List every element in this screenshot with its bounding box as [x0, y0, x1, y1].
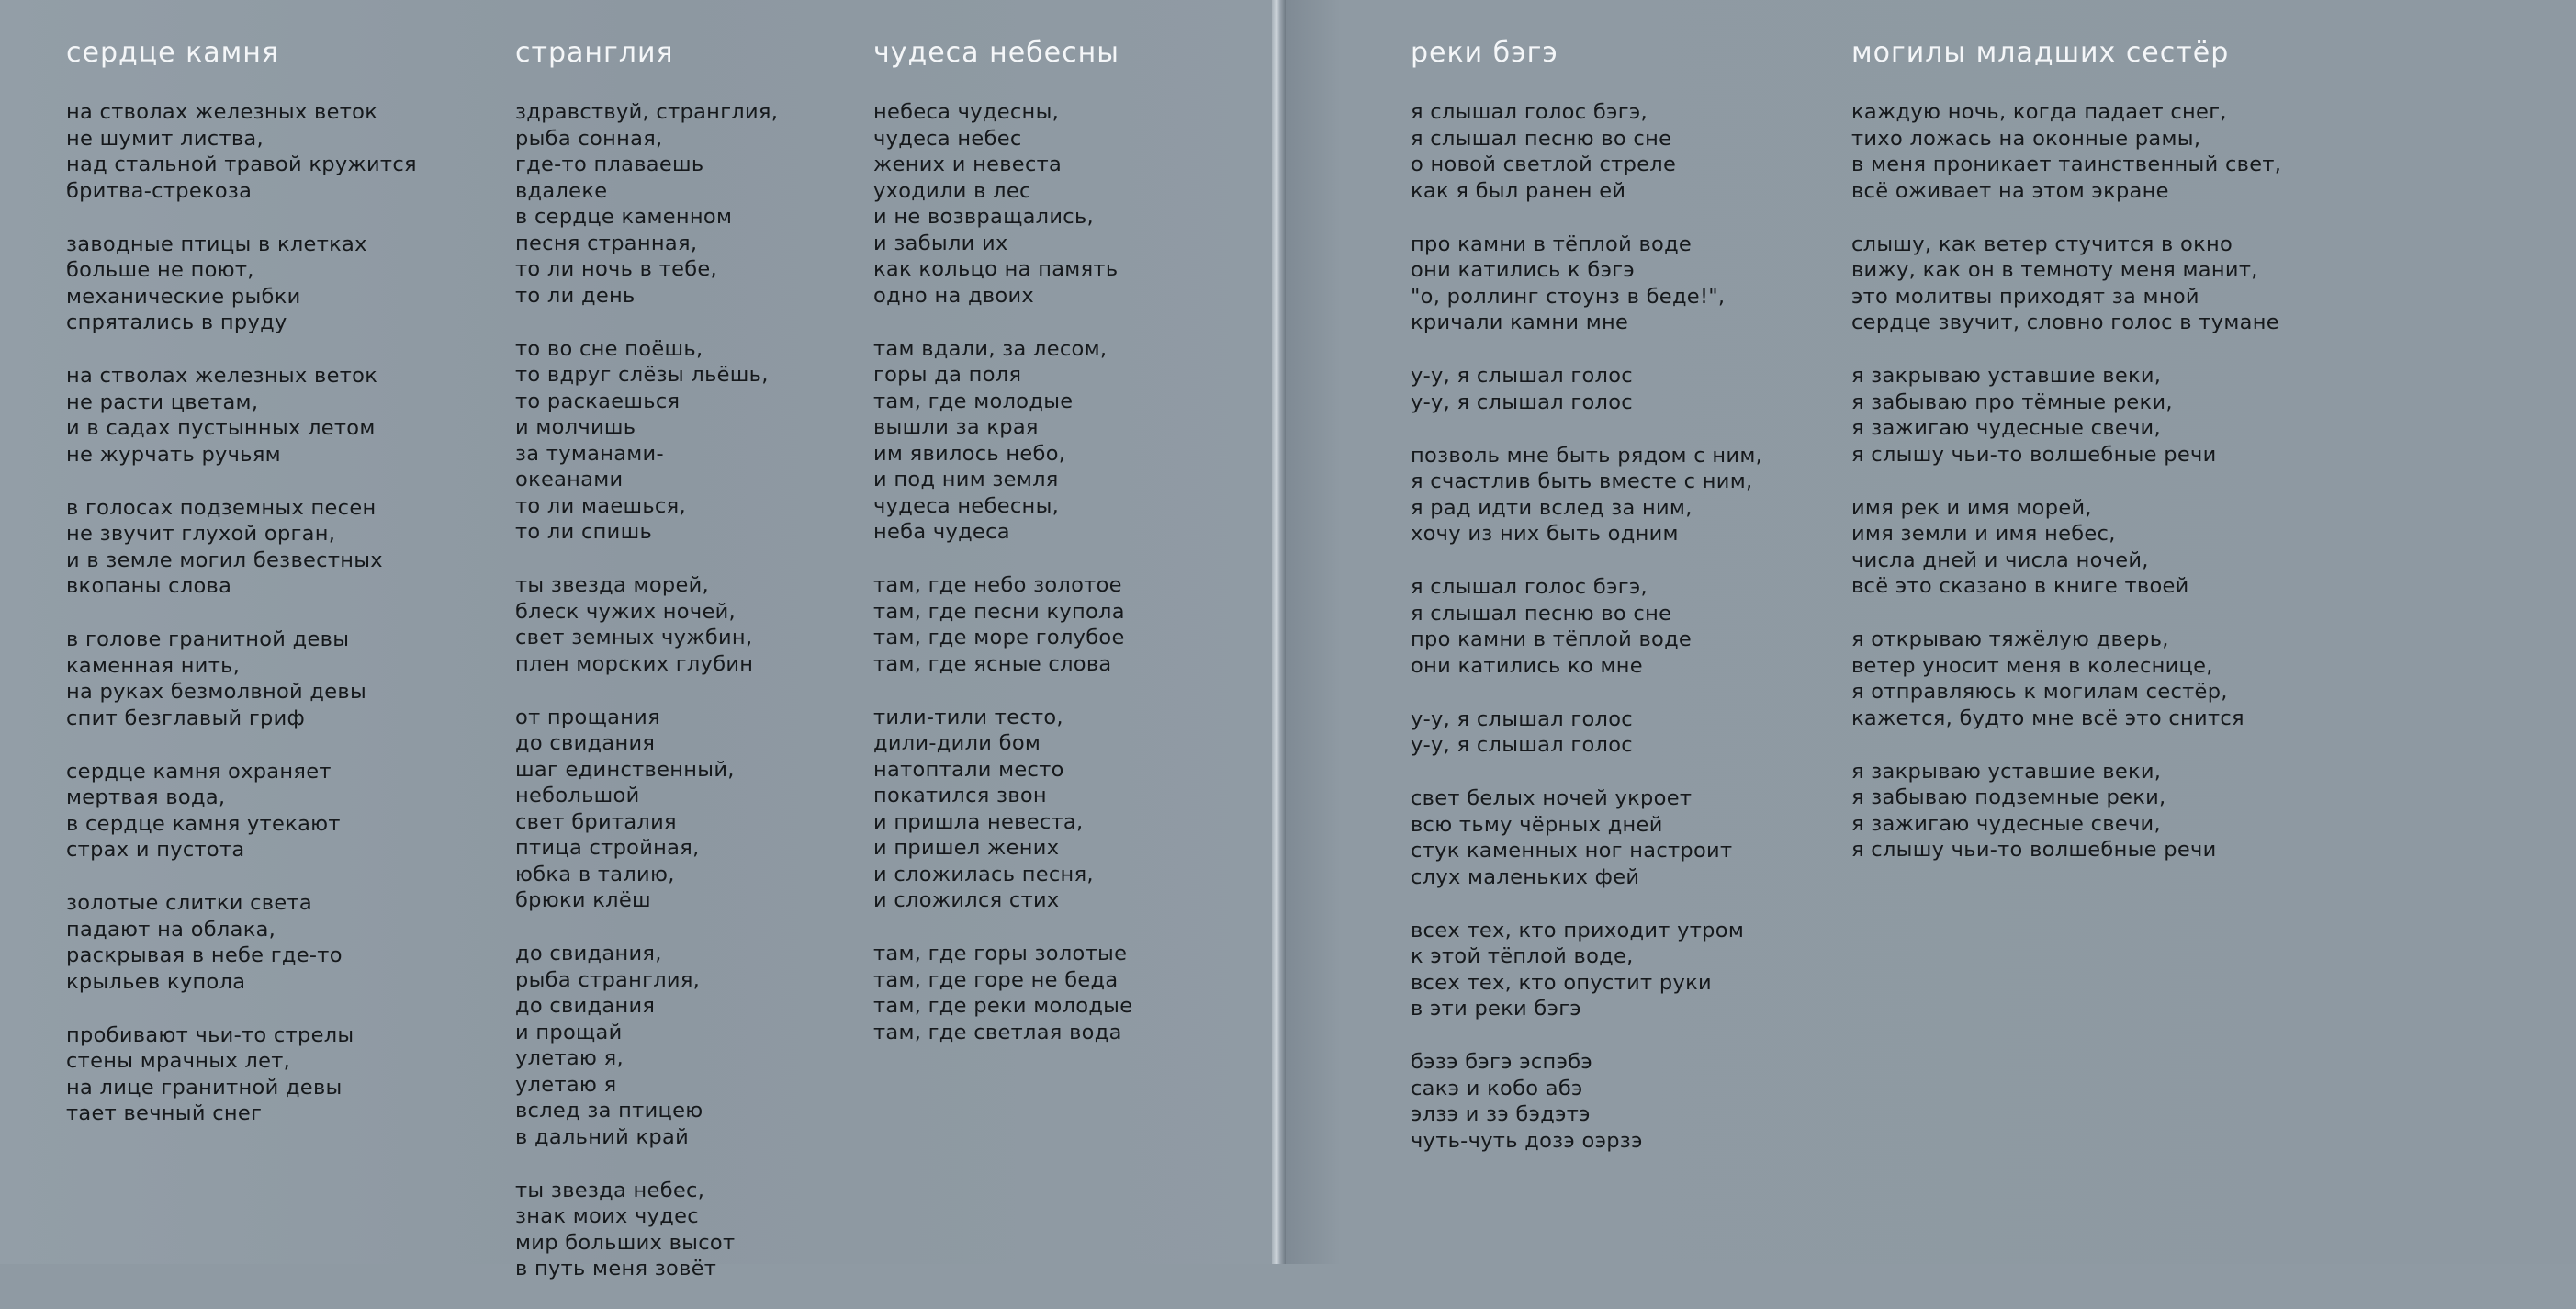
- lyric-line: до свидания,: [515, 942, 662, 965]
- poem-body: [66, 99, 417, 1154]
- poem-title: сердце камня: [66, 37, 279, 69]
- lyric-line: рыба сонная,: [515, 126, 663, 151]
- poem-body: [1411, 99, 1762, 1181]
- lyric-line: где-то плаваешь: [515, 152, 704, 176]
- lyric-line: брюки клёш: [515, 888, 651, 912]
- lyric-line: дили-дили бом: [873, 731, 1041, 755]
- lyric-line: то ли маешься,: [515, 493, 686, 518]
- stanza: [1851, 495, 2281, 600]
- lyric-line: улетаю я,: [515, 1046, 624, 1070]
- lyric-line: больше не поют,: [66, 258, 254, 282]
- lyric-line: вдалеке: [515, 178, 608, 203]
- lyric-line: на стволах железных веток: [66, 364, 378, 388]
- lyric-line: каждую ночь, когда падает снег,: [1851, 100, 2227, 124]
- lyric-line: и в садах пустынных летом: [66, 416, 376, 440]
- lyric-line: я слышу чьи-то волшебные речи: [1851, 442, 2217, 467]
- lyric-line: улетаю я: [515, 1072, 617, 1097]
- lyric-line: горы да поля: [873, 363, 1022, 387]
- lyric-line: крыльев купола: [66, 969, 246, 994]
- lyric-line: там, где небо золотое: [873, 573, 1122, 597]
- lyric-line: там, где песни купола: [873, 599, 1125, 624]
- lyric-line: в эти реки бэгэ: [1411, 997, 1582, 1021]
- lyric-line: там, где светлая вода: [873, 1020, 1122, 1044]
- lyric-line: за туманами-: [515, 441, 664, 466]
- lyric-line: к этой тёплой воде,: [1411, 944, 1634, 968]
- lyric-line: вслед за птицею: [515, 1099, 703, 1123]
- lyric-line: жених и невеста: [873, 152, 1063, 176]
- lyric-line: пробивают чьи-то стрелы: [66, 1022, 354, 1047]
- poem-title: могилы младших сестёр: [1851, 37, 2230, 69]
- lyric-line: о новой светлой стреле: [1411, 152, 1677, 176]
- lyric-line: как я был ранен ей: [1411, 178, 1626, 203]
- lyric-line: в голове гранитной девы: [66, 627, 350, 651]
- lyric-line: я забываю про тёмные реки,: [1851, 389, 2173, 414]
- lyric-line: кричали камни мне: [1411, 310, 1629, 334]
- lyric-line: спрятались в пруду: [66, 310, 287, 334]
- lyric-line: не шумит листва,: [66, 126, 264, 151]
- lyric-line: это молитвы приходят за мной: [1851, 284, 2199, 309]
- lyric-line: то раскаешься: [515, 389, 681, 413]
- booklet-fold: [1272, 0, 1286, 1264]
- lyric-line: стены мрачных лет,: [66, 1049, 291, 1073]
- lyric-line: то ли ночь в тебе,: [515, 257, 717, 281]
- lyric-line: ты звезда морей,: [515, 573, 709, 597]
- lyric-line: вышли за края: [873, 415, 1039, 439]
- lyric-line: там, где море голубое: [873, 626, 1125, 649]
- lyric-line: я зажигаю чудесные свечи,: [1851, 416, 2161, 440]
- lyric-line: и молчишь: [515, 415, 636, 439]
- lyric-line: там, где горе не беда: [873, 967, 1119, 992]
- lyric-line: я слышал голос бэгэ,: [1411, 100, 1648, 124]
- lyric-line: про камни в тёплой воде: [1411, 231, 1693, 256]
- lyric-line: и прощай: [515, 1020, 623, 1044]
- lyric-line: я отправляюсь к могилам сестёр,: [1851, 680, 2228, 704]
- lyric-line: позволь мне быть рядом с ним,: [1411, 443, 1763, 468]
- lyric-line: всю тьму чёрных дней: [1411, 812, 1663, 837]
- lyric-line: я закрываю уставшие веки,: [1851, 759, 2162, 784]
- lyric-line: я рад идти вслед за ним,: [1411, 495, 1693, 520]
- stanza: [66, 1022, 417, 1127]
- stanza: [66, 626, 417, 731]
- lyric-line: я слышал песню во сне: [1411, 126, 1672, 151]
- lyric-line: у-у, я слышал голос: [1411, 733, 1633, 757]
- stanza: [1851, 99, 2281, 204]
- stanza: [66, 495, 417, 600]
- lyric-line: шаг единственный,: [515, 757, 735, 782]
- lyric-line: тихо ложась на оконные рамы,: [1851, 126, 2201, 151]
- stanza: [873, 572, 1132, 677]
- lyric-line: ты звезда небес,: [515, 1178, 705, 1202]
- lyric-line: в сердце камня утекают: [66, 811, 341, 836]
- lyric-line: юбка в талию,: [515, 862, 675, 886]
- lyric-line: я слышал голос бэгэ,: [1411, 575, 1648, 599]
- stanza: [1851, 363, 2281, 468]
- lyric-line: золотые слитки света: [66, 891, 312, 915]
- lyric-line: в дальний край: [515, 1124, 689, 1149]
- stanza: [515, 1178, 778, 1282]
- lyric-line: там, где ясные слова: [873, 651, 1112, 676]
- lyric-line: у-у, я слышал голос: [1411, 706, 1633, 731]
- lyric-line: над стальной травой кружится: [66, 152, 417, 176]
- lyric-line: им явилось небо,: [873, 441, 1066, 466]
- lyric-line: свет бриталия: [515, 809, 677, 834]
- lyric-line: и сложилась песня,: [873, 862, 1094, 886]
- stanza: [873, 705, 1132, 914]
- stanza: [515, 336, 778, 546]
- poem-body: [873, 99, 1132, 1073]
- stanza: [1411, 1049, 1762, 1154]
- lyric-line: они катились ко мне: [1411, 653, 1643, 678]
- stanza: [66, 890, 417, 995]
- stanza: [1411, 363, 1762, 415]
- lyric-line: механические рыбки: [66, 284, 301, 309]
- lyric-line: и пришел жених: [873, 836, 1060, 860]
- lyric-line: покатился звон: [873, 784, 1047, 807]
- lyric-line: и забыли их: [873, 231, 1008, 255]
- lyric-line: всё это сказано в книге твоей: [1851, 574, 2189, 598]
- lyric-line: чудеса небес: [873, 126, 1022, 151]
- lyric-line: всё оживает на этом экране: [1851, 178, 2169, 203]
- lyric-line: я слышал песню во сне: [1411, 601, 1672, 626]
- stanza: [873, 99, 1132, 309]
- lyric-line: элзэ и зэ бэдэтэ: [1411, 1102, 1591, 1126]
- poem-title: чудеса небесны: [873, 37, 1119, 69]
- lyric-line: на руках безмолвной девы: [66, 680, 367, 704]
- stanza: [66, 99, 417, 204]
- lyric-line: чуть-чуть дозэ оэрзэ: [1411, 1128, 1643, 1153]
- lyric-line: имя рек и имя морей,: [1851, 495, 2092, 520]
- lyric-line: хочу из них быть одним: [1411, 522, 1679, 546]
- lyric-line: рыба странглия,: [515, 967, 701, 992]
- lyric-line: мертвая вода,: [66, 785, 226, 809]
- lyric-line: в сердце каменном: [515, 205, 733, 229]
- lyric-line: они катились к бэгэ: [1411, 258, 1635, 282]
- lyric-line: мир больших высот: [515, 1230, 736, 1255]
- lyric-line: от прощания: [515, 705, 660, 729]
- lyric-line: я забываю подземные реки,: [1851, 785, 2166, 809]
- lyric-line: падают на облака,: [66, 917, 276, 942]
- lyric-line: небеса чудесны,: [873, 100, 1060, 124]
- lyric-line: у-у, я слышал голос: [1411, 389, 1633, 414]
- lyric-line: до свидания: [515, 731, 656, 755]
- lyric-line: у-у, я слышал голос: [1411, 364, 1633, 388]
- lyric-line: я открываю тяжёлую дверь,: [1851, 627, 2169, 651]
- stanza: [1851, 626, 2281, 731]
- lyric-line: то ли день: [515, 283, 636, 308]
- lyric-line: и пришла невеста,: [873, 809, 1084, 834]
- lyric-line: не расти цветам,: [66, 389, 259, 414]
- lyric-line: в голосах подземных песен: [66, 495, 377, 520]
- lyric-line: и под ним земля: [873, 468, 1059, 491]
- stanza: [1411, 231, 1762, 336]
- lyric-line: в путь меня зовёт: [515, 1257, 717, 1281]
- lyric-line: сакэ и кобо абэ: [1411, 1076, 1583, 1100]
- lyric-line: там вдали, за лесом,: [873, 336, 1108, 361]
- stanza: [66, 363, 417, 468]
- lyric-line: не звучит глухой орган,: [66, 522, 336, 546]
- lyric-line: я зажигаю чудесные свечи,: [1851, 811, 2161, 836]
- lyric-line: кажется, будто мне всё это снится: [1851, 705, 2244, 730]
- lyric-line: до свидания: [515, 994, 656, 1018]
- stanza: [1851, 759, 2281, 863]
- stanza: [1411, 918, 1762, 1022]
- lyric-line: спит безглавый гриф: [66, 705, 306, 730]
- stanza: [1411, 785, 1762, 890]
- lyric-line: океанами: [515, 468, 624, 491]
- lyric-line: песня странная,: [515, 231, 698, 255]
- lyric-line: бэзэ бэгэ эспэбэ: [1411, 1050, 1593, 1074]
- lyric-line: я счастлив быть вместе с ним,: [1411, 469, 1753, 493]
- lyric-line: знак моих чудес: [515, 1204, 699, 1228]
- lyric-line: там, где молодые: [873, 389, 1074, 413]
- lyric-line: свет земных чужбин,: [515, 626, 753, 649]
- stanza: [515, 99, 778, 309]
- stanza: [515, 572, 778, 677]
- lyric-line: то ли спишь: [515, 520, 653, 544]
- lyric-line: уходили в лес: [873, 178, 1031, 203]
- lyric-line: не журчать ручьям: [66, 442, 281, 467]
- stanza: [1411, 706, 1762, 759]
- stanza: [873, 941, 1132, 1045]
- lyric-line: слышу, как ветер стучится в окно: [1851, 231, 2233, 256]
- lyric-line: я слышу чьи-то волшебные речи: [1851, 838, 2217, 862]
- lyric-line: слух маленьких фей: [1411, 864, 1640, 889]
- lyric-line: тает вечный снег: [66, 1101, 263, 1125]
- lyric-line: натоптали место: [873, 757, 1064, 782]
- lyric-line: небольшой: [515, 784, 640, 807]
- stanza: [1411, 99, 1762, 204]
- lyric-line: на лице гранитной девы: [66, 1075, 343, 1100]
- lyric-line: и сложился стих: [873, 888, 1060, 912]
- poem-title: реки бэгэ: [1411, 37, 1558, 69]
- lyric-line: птица стройная,: [515, 836, 700, 860]
- right-page: [1286, 0, 2576, 1264]
- lyric-line: страх и пустота: [66, 838, 245, 862]
- lyric-line: всех тех, кто приходит утром: [1411, 918, 1745, 942]
- lyric-line: и в земле могил безвестных: [66, 547, 383, 572]
- lyric-line: там, где горы золотые: [873, 942, 1128, 965]
- lyric-line: каменная нить,: [66, 653, 241, 678]
- stanza: [515, 705, 778, 914]
- stanza: [515, 941, 778, 1150]
- poem-body: [515, 99, 778, 1309]
- lyric-line: и не возвращались,: [873, 205, 1094, 229]
- lyric-line: как кольцо на память: [873, 257, 1119, 281]
- stanza: [1851, 231, 2281, 336]
- lyric-line: стук каменных ног настроит: [1411, 839, 1733, 863]
- lyric-line: я закрываю уставшие веки,: [1851, 364, 2162, 388]
- stanza: [1411, 574, 1762, 679]
- poem-title: странглия: [515, 37, 674, 69]
- lyric-line: свет белых ночей укроет: [1411, 786, 1693, 810]
- lyric-line: неба чудеса: [873, 520, 1010, 544]
- lyric-line: блеск чужих ночей,: [515, 599, 736, 624]
- lyric-line: плен морских глубин: [515, 651, 754, 676]
- left-page: [0, 0, 1272, 1281]
- lyric-line: там, где реки молодые: [873, 994, 1133, 1018]
- lyric-line: вкопаны слова: [66, 574, 232, 598]
- lyric-line: числа дней и числа ночей,: [1851, 547, 2149, 572]
- lyric-line: здравствуй, странглия,: [515, 100, 779, 124]
- poem-body: [1851, 99, 2281, 890]
- lyric-line: раскрывая в небе где-то: [66, 943, 343, 967]
- lyric-line: ветер уносит меня в колеснице,: [1851, 653, 2213, 678]
- lyric-line: про камни в тёплой воде: [1411, 627, 1693, 651]
- stanza: [1411, 443, 1762, 547]
- lyric-line: в меня проникает таинственный свет,: [1851, 152, 2282, 176]
- lyric-line: то во сне поёшь,: [515, 336, 703, 361]
- lyric-line: на стволах железных веток: [66, 100, 378, 124]
- stanza: [66, 231, 417, 336]
- stanza: [66, 759, 417, 863]
- lyric-line: сердце звучит, словно голос в тумане: [1851, 310, 2279, 334]
- lyric-line: "о, роллинг стоунз в беде!",: [1411, 284, 1726, 309]
- lyric-line: имя земли и имя небес,: [1851, 522, 2116, 546]
- lyric-line: то вдруг слёзы льёшь,: [515, 363, 769, 387]
- lyric-line: бритва-стрекоза: [66, 178, 253, 203]
- lyric-line: сердце камня охраняет: [66, 759, 332, 784]
- lyric-line: всех тех, кто опустит руки: [1411, 970, 1712, 995]
- lyric-line: заводные птицы в клетках: [66, 231, 367, 256]
- stanza: [873, 336, 1132, 546]
- lyric-line: вижу, как он в темноту меня манит,: [1851, 258, 2258, 282]
- lyric-line: чудеса небесны,: [873, 493, 1060, 518]
- lyric-line: одно на двоих: [873, 283, 1035, 308]
- lyric-line: тили-тили тесто,: [873, 705, 1063, 729]
